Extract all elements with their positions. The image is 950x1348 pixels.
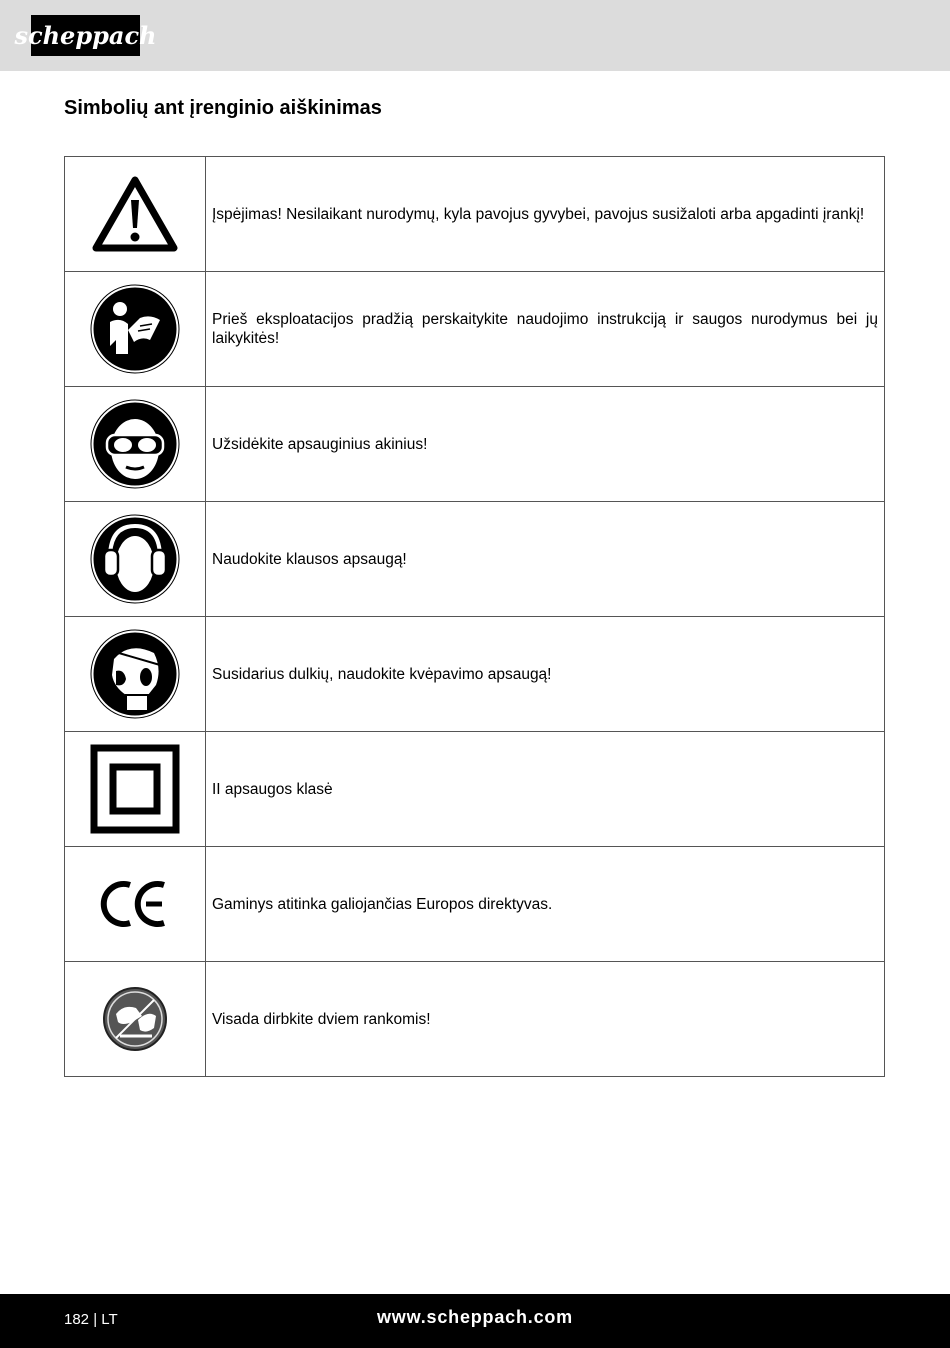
table-row xyxy=(65,962,885,1077)
safety-goggles-icon xyxy=(65,387,206,502)
protection-class-ii-icon xyxy=(65,732,206,847)
website-link[interactable]: www.scheppach.com xyxy=(377,1307,573,1327)
symbol-description: Naudokite klausos apsaugą! xyxy=(206,502,885,617)
symbols-table xyxy=(64,156,885,1077)
table-row xyxy=(65,617,885,732)
respiratory-protection-icon xyxy=(65,617,206,732)
page-number-value: 182 xyxy=(64,1311,90,1328)
table-row xyxy=(65,502,885,617)
table-row xyxy=(65,157,885,272)
table-row xyxy=(65,272,885,387)
language-code: LT xyxy=(101,1311,118,1328)
page-footer xyxy=(0,1294,950,1348)
read-manual-icon xyxy=(65,272,206,387)
warning-triangle-icon xyxy=(65,157,206,272)
symbol-description: Užsidėkite apsauginius akinius! xyxy=(206,387,885,502)
symbol-description: Susidarius dulkių, naudokite kvėpavimo apsaugą! xyxy=(206,617,885,732)
ce-mark-icon xyxy=(65,847,206,962)
table-row xyxy=(65,732,885,847)
symbol-description: Visada dirbkite dviem rankomis! xyxy=(206,962,885,1077)
table-row xyxy=(65,847,885,962)
symbol-description: Gaminys atitinka galiojančias Europos direktyvas. xyxy=(206,847,885,962)
page-header xyxy=(0,0,950,71)
scheppach-logo: scheppach xyxy=(31,15,140,56)
symbol-description: II apsaugos klasė xyxy=(206,732,885,847)
page-title: Simbolių ant įrenginio aiškinimas xyxy=(64,97,382,119)
symbol-description: Prieš eksploatacijos pradžią perskaitykite naudojimo instrukciją ir saugos nurodymus bei jų laikykitės! xyxy=(206,272,885,387)
page-separator: | xyxy=(93,1311,98,1328)
hearing-protection-icon xyxy=(65,502,206,617)
symbol-description: Įspėjimas! Nesilaikant nurodymų, kyla pavojus gyvybei, pavojus susižaloti arba apgadinti įrankį! xyxy=(206,157,885,272)
table-row xyxy=(65,387,885,502)
two-hands-icon xyxy=(65,962,206,1077)
